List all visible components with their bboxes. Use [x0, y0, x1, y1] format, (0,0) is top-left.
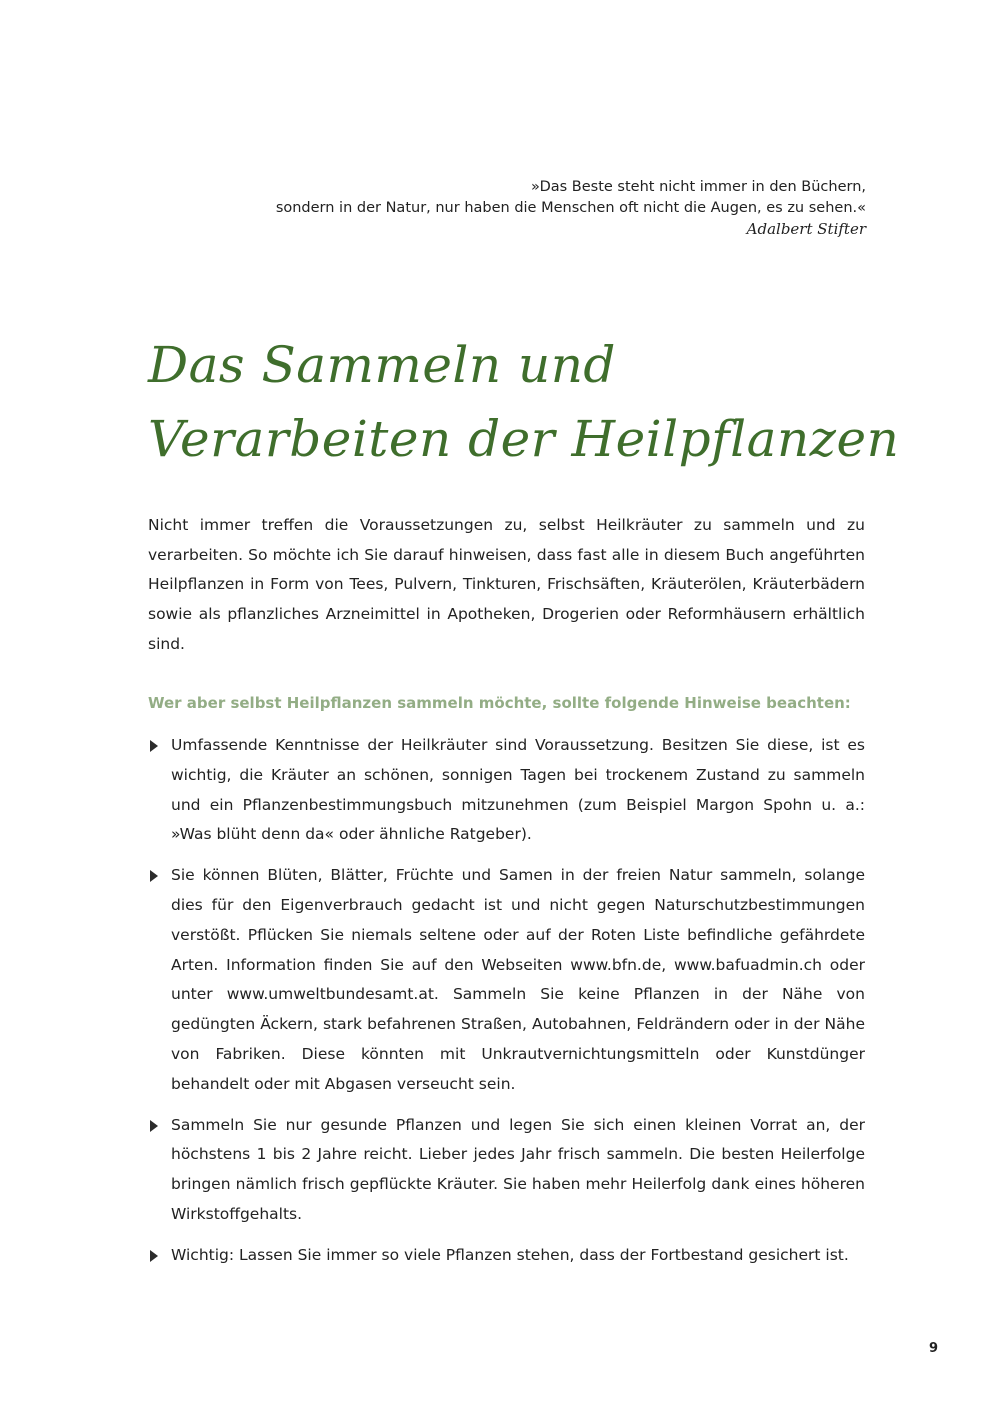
triangle-bullet-icon — [150, 1120, 158, 1132]
intro-paragraph: Nicht immer treffen die Voraussetzungen zu, selbst Heilkräuter zu sammeln und zu verarbeiten. So möchte ich Sie darauf hinweisen, dass fast alle in diesem Buch angeführten Heilpflanzen in Form von Tees, Pulvern, Tinkturen, Frischsäften, Kräuterölen, Kräuterbädern sowie als pflanzliches Arzneimittel in Apotheken, Drogerien oder Reformhäusern erhältlich sind. — [148, 516, 865, 653]
triangle-bullet-icon — [150, 870, 158, 882]
list-item — [148, 861, 865, 1099]
page-number: 9 — [928, 1341, 938, 1356]
triangle-bullet-icon — [150, 1250, 158, 1262]
list-item — [148, 731, 865, 850]
list-item-text: Sammeln Sie nur gesunde Pflanzen und legen Sie sich einen kleinen Vorrat an, der höchstens 1 bis 2 Jahre reicht. Lieber jedes Jahr frisch sammeln. Die besten Heilerfolge bringen nämlich frisch gepflückte Kräuter. Sie haben mehr Heilerfolg dank eines höheren Wirkstoffgehalts. — [171, 1115, 865, 1223]
list-item-text: Sie können Blüten, Blätter, Früchte und Samen in der freien Natur sammeln, solange dies für den Eigenverbrauch gedacht ist und nicht gegen Naturschutzbestimmungen verstößt. Pflücken Sie niemals seltene oder auf der Roten Liste befindliche gefährdete Arten. Information finden Sie auf den Webseiten www.bfn.de, www.bafuadmin.ch oder unter www.umweltbundesamt.at. Sammeln Sie keine Pflanzen in der Nähe von gedüngten Äckern, stark befahrenen Straßen, Autobahnen, Feldrändern oder in der Nähe von Fabriken. Diese könnten mit Unkrautvernichtungsmitteln oder Kunstdünger behandelt oder mit Abgasen verseucht sein. — [171, 866, 865, 1093]
hints-list — [148, 731, 865, 1271]
epigraph-line-1: »Das Beste steht nicht immer in den Büchern, — [530, 179, 866, 195]
chapter-title-line-2: Verarbeiten der Heilpflanzen — [148, 410, 900, 468]
epigraph-quote — [226, 177, 866, 240]
section-subheading: Wer aber selbst Heilpflanzen sammeln möchte, sollte folgende Hinweise beachten: — [148, 694, 851, 712]
list-item — [148, 1241, 865, 1271]
list-item-text: Wichtig: Lassen Sie immer so viele Pflanzen stehen, dass der Fortbestand gesichert ist. — [171, 1245, 849, 1264]
triangle-bullet-icon — [150, 740, 158, 752]
epigraph-line-2: sondern in der Natur, nur haben die Menschen oft nicht die Augen, es zu sehen.« — [275, 200, 866, 216]
chapter-title-line-1: Das Sammeln und — [148, 336, 616, 394]
list-item-text: Umfassende Kenntnisse der Heilkräuter sind Voraussetzung. Besitzen Sie diese, ist es wichtig, die Kräuter an schönen, sonnigen Tagen bei trockenem Zustand zu sammeln und ein Pflanzenbestimmungsbuch mitzunehmen (zum Beispiel Margon Spohn u. a.: »Was blüht denn da« oder ähnliche Ratgeber). — [171, 736, 865, 844]
chapter-title — [148, 328, 908, 476]
list-item — [148, 1111, 865, 1230]
epigraph-author: Adalbert Stifter — [746, 220, 866, 238]
